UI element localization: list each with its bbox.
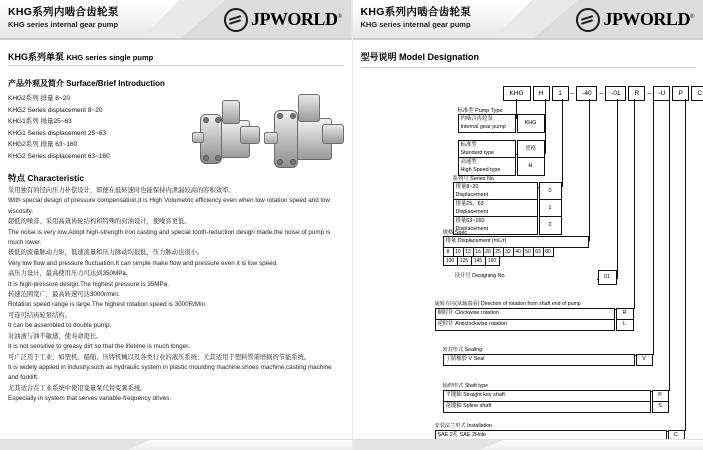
- standard-type-cn: 标准型: [460, 142, 477, 148]
- pump-type-caption: 标准型 Pump Type: [457, 108, 503, 114]
- list-item: KHG2系列 排量 63~160: [8, 141, 78, 148]
- leader-line: [669, 99, 670, 391]
- paragraph: It can be assembled to double pump.: [8, 322, 112, 330]
- series-en-2: Displacement: [455, 225, 489, 232]
- paragraph: Very low flow and pressure fluctuation.It can simple make flow and pressure even it is low speed.: [8, 259, 278, 267]
- rotation-row-0: 顺时针 Clockwise rotation: [435, 308, 615, 320]
- pump-photo-2: [264, 92, 344, 172]
- header-title-block: [361, 6, 472, 30]
- code-cell-standard-type: H: [533, 86, 550, 101]
- paragraph: 可广泛用于工业、如塑机、船舶、压铸机械以及各类行业的液压系统、尤其适用于塑料管架磨损的节能系统。: [8, 353, 311, 361]
- pump-type-cn: 内啮合齿轮泵: [460, 116, 493, 122]
- logo-mark-icon: [576, 8, 600, 32]
- brand-logo: [224, 7, 342, 32]
- page-footer-right: [353, 439, 703, 450]
- rotation-code-0: R: [616, 308, 634, 320]
- page-title-en: KHG series single pump: [66, 53, 154, 62]
- install-row: SAE 2孔 SAE 2Hole: [435, 430, 667, 442]
- list-item: KHG2 Series displacement 8~20: [8, 106, 103, 114]
- spec-value: 25: [493, 248, 503, 257]
- header-underline: [353, 38, 703, 40]
- code-dash: –: [647, 90, 652, 97]
- rotation-row-1: 逆时针 Anticlockwise rotation: [435, 319, 615, 331]
- code-dash: –: [570, 90, 575, 97]
- spec-value: 80: [543, 248, 553, 257]
- sealing-row: 丁腈橡胶 V Seal: [443, 354, 635, 366]
- install-code: C: [668, 430, 685, 442]
- characteristic-text: [8, 186, 344, 405]
- logo-wordmark: [603, 7, 694, 29]
- shaft-row-0: 平键轴 Straight key shaft: [443, 390, 651, 402]
- page-header-right: [353, 0, 703, 40]
- footer-swoosh: [0, 440, 150, 450]
- code-cell-series: 1: [552, 86, 569, 101]
- rotation-caption: 旋转方向(从轴端看) Direction of rotation from shaft end of pump: [434, 301, 581, 307]
- paragraph: It is high-pressure design.The highest pressure is 35MPa.: [8, 280, 170, 288]
- page-footer-left: [0, 439, 352, 450]
- leader-line: [589, 99, 590, 241]
- header-title-en: KHG series internal gear pump: [360, 20, 471, 29]
- shaft-code-1: S: [652, 401, 669, 413]
- spec-value: 50: [523, 248, 533, 257]
- shaft-caption: 轴伸形式 Shaft type: [442, 383, 489, 389]
- spec-caption: 规格 Spec: [442, 230, 468, 236]
- code-cell-install: C: [691, 86, 703, 101]
- paragraph: 转速范围宽广，最高转速可达3000r/min.: [8, 291, 120, 299]
- code-cell-rotation: R: [628, 86, 645, 101]
- spec-value: 160: [485, 257, 499, 266]
- high-speed-type-code: H: [517, 157, 545, 176]
- series-cn-2: 排量63~160: [455, 218, 485, 224]
- brand-logo: [576, 7, 694, 32]
- spec-value: 16: [473, 248, 483, 257]
- install-caption: 安装法兰形式 Installation: [434, 423, 492, 429]
- paragraph: 尤其适合在工业系统中使用变量泵代替变频系统。: [8, 384, 147, 392]
- high-speed-type-cn: 高速型: [460, 159, 477, 165]
- spec-value: 145: [471, 257, 485, 266]
- leader-line: [634, 99, 635, 309]
- series-caption: 系列号 Series No.: [452, 176, 496, 182]
- model-code-diagram: [353, 62, 703, 442]
- page-header-left: [0, 0, 352, 40]
- standard-type-code: 普格: [517, 140, 545, 159]
- pump-type-en: Internal gear pump: [460, 123, 506, 130]
- paragraph: The noise is very low.Adopt high-strength iron casting and special tooth-reduction design made,the noise of pump is much lower.: [8, 228, 331, 247]
- list-item: KHG1 Series displacement 25~63: [8, 129, 107, 137]
- leader-line: [617, 99, 618, 279]
- header-title-cn: KHG系列内啮合齿轮泵: [8, 6, 119, 18]
- shaft-row-1: 花键轴 Spline shaft: [443, 401, 651, 413]
- series-en-1: Displacement: [455, 208, 489, 215]
- code-cell-pump-type: KHG: [503, 86, 531, 101]
- pump-photo-1: [192, 96, 264, 168]
- code-cell-shaft: P: [672, 86, 689, 101]
- logo-mark-icon: [224, 8, 248, 32]
- paragraph: Especially in system that serves variable-frequency drives.: [8, 395, 172, 403]
- spec-value: 20: [483, 248, 493, 257]
- series-code-2: 2: [539, 216, 562, 235]
- spec-value: 32: [503, 248, 513, 257]
- paragraph: 高压力设计，最高使用压力可达到350MPa.: [8, 270, 128, 278]
- paragraph: 极低的流量脉动力矩，低速流量和压力脉动均很低，压力脉动也很小。: [8, 249, 204, 257]
- spec-value: 40: [513, 248, 523, 257]
- leader-line: [685, 99, 686, 431]
- spec-table-row-2: [443, 256, 500, 266]
- leader-line: [562, 99, 563, 187]
- code-cell-design-no: -01: [605, 86, 626, 101]
- logo-word-text: JPWORLD: [250, 9, 338, 29]
- standard-type-en: Standard type: [460, 149, 495, 156]
- code-cell-spec: -40: [576, 86, 597, 101]
- sealing-code: V: [636, 354, 653, 366]
- series-cn-1: 排量25、63: [455, 201, 484, 207]
- series-code-0: 0: [539, 182, 562, 201]
- high-speed-type-en: High Speed type: [460, 166, 501, 173]
- paragraph: It is not sensitive to greasy dirt so that the lifetime is much longer.: [8, 343, 190, 351]
- spec-value: 100: [443, 257, 457, 266]
- leader-line: [545, 99, 546, 154]
- footer-swoosh: [353, 440, 503, 450]
- design-no-label: 设计号 Designing No.: [453, 272, 597, 282]
- rotation-code-1: L: [616, 319, 634, 331]
- model-code-row: [503, 86, 703, 101]
- code-cell-sealing: -U: [653, 86, 670, 101]
- paragraph: 可连可结齿轮泵结构。: [8, 311, 71, 319]
- header-title-block: [8, 6, 119, 30]
- paragraph: 对油液与油不敏感，使寿命更长。: [8, 332, 103, 340]
- series-en-0: Displacement: [455, 191, 489, 198]
- header-title-en: KHG series internal gear pump: [8, 20, 119, 29]
- sealing-caption: 密封形式 Sealing: [442, 347, 482, 353]
- paragraph: 超低的噪音、采用高效齿轮结构和特殊的封油设计，使噪音更低。: [8, 218, 191, 226]
- shaft-code-0: P: [652, 390, 669, 402]
- list-item: KHG2 Series displacement 63~160: [8, 152, 110, 160]
- pump-type-box: [458, 114, 516, 133]
- spec-value: 63: [533, 248, 543, 257]
- product-photos: [186, 86, 346, 176]
- characteristic-heading: 特点 Characteristic: [8, 173, 85, 183]
- spec-value: 8: [443, 248, 453, 257]
- list-item: KHG1系列 排量25~63: [8, 118, 72, 125]
- paragraph: It is widely applied in industry,such as hydraulic system in plastic moulding machine,shoes machine,casting machine and forklift.: [8, 363, 332, 382]
- page-title-cn: KHG系列单泵: [8, 52, 64, 62]
- logo-registered-mark: ®: [337, 14, 342, 20]
- paragraph: With special design of pressure compensation,it is High Volumetric efficiency even when low rotation speed and low viscosity.: [8, 197, 330, 215]
- paragraph: Rotation speed range is large.The highest rotation speed is 3000R/Min.: [8, 301, 207, 309]
- header-underline: [0, 38, 352, 40]
- logo-wordmark: [251, 7, 342, 29]
- series-cn-0: 排量8~20: [455, 184, 479, 190]
- spec-value: 13: [463, 248, 473, 257]
- page-title: [8, 50, 344, 63]
- logo-registered-mark: ®: [689, 14, 694, 20]
- intro-heading: 产品外观及简介 Surface/Brief Introduction: [8, 79, 165, 88]
- pump-type-code: KHG: [517, 114, 545, 133]
- spec-displacement-label: 排量 Displacement (mL/r): [443, 236, 589, 248]
- header-title-cn: KHG系列内啮合齿轮泵: [360, 6, 472, 18]
- list-item: KHG2系列 排量 8~20: [8, 95, 70, 102]
- title-rule: [8, 65, 344, 66]
- spec-value: 10: [453, 248, 463, 257]
- design-no-code: 01: [598, 270, 617, 285]
- logo-word-text: JPWORLD: [603, 9, 690, 29]
- code-dash: –: [599, 90, 604, 97]
- series-code-1: 1: [539, 199, 562, 218]
- model-designation-title: 型号说明 Model Designation: [360, 52, 480, 62]
- spec-value: 125: [457, 257, 471, 266]
- leader-line: [653, 99, 654, 355]
- right-page: [352, 0, 703, 450]
- paragraph: 采用独有的径向压力补偿设计，即便在低转速时也能保持内泄漏较高的容积效率。: [8, 187, 235, 194]
